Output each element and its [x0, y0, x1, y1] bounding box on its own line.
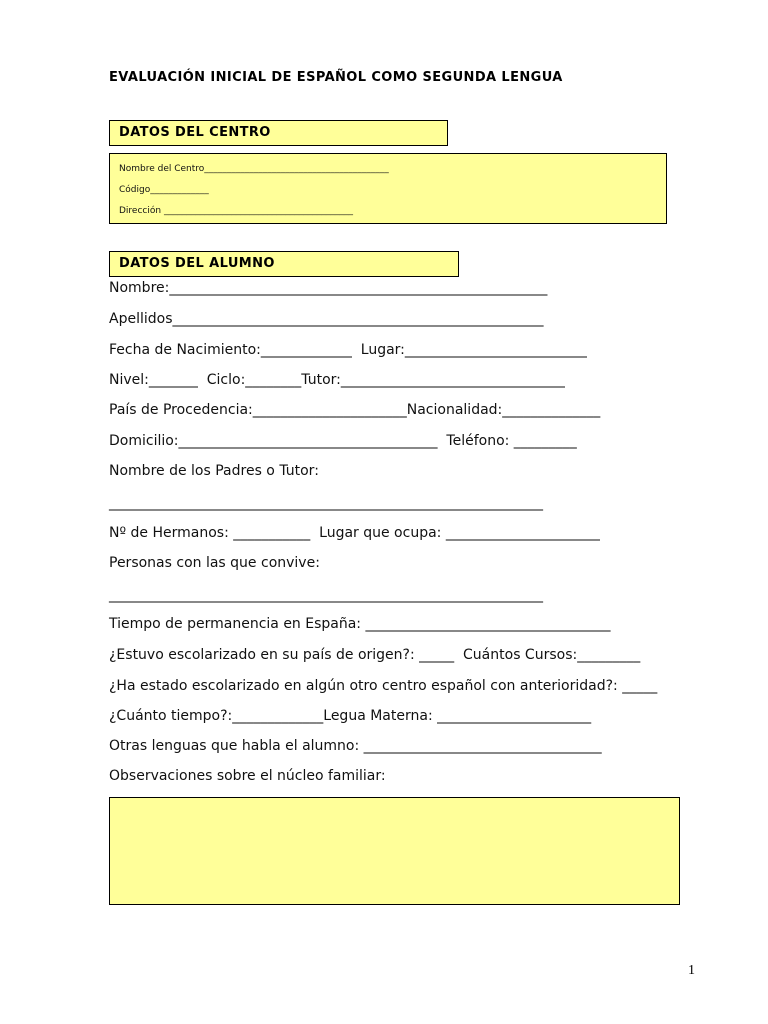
permanencia-field[interactable]: Tiempo de permanencia en España: ___________________________________	[109, 616, 611, 632]
section-header-datos-centro: DATOS DEL CENTRO	[109, 120, 448, 146]
padres-tutor-label: Nombre de los Padres o Tutor:	[109, 463, 319, 479]
escolarizado-origen-field[interactable]: ¿Estuvo escolarizado en su país de origen?: _____ Cuántos Cursos:_________	[109, 647, 641, 663]
datos-centro-box	[109, 153, 667, 224]
hermanos-lugar-field[interactable]: Nº de Hermanos: ___________ Lugar que ocupa: ______________________	[109, 525, 600, 541]
direccion-field[interactable]: Dirección __________________________________________	[119, 206, 353, 216]
section-header-datos-alumno: DATOS DEL ALUMNO	[109, 251, 459, 277]
nombre-field[interactable]: Nombre:______________________________________________________	[109, 280, 548, 296]
codigo-field[interactable]: Código_____________	[119, 185, 209, 195]
nivel-ciclo-tutor-field[interactable]: Nivel:_______ Ciclo:________Tutor:________________________________	[109, 372, 565, 388]
observaciones-label: Observaciones sobre el núcleo familiar:	[109, 768, 386, 784]
nombre-centro-field[interactable]: Nombre del Centro_________________________________________	[119, 164, 389, 174]
escolarizado-espana-field[interactable]: ¿Ha estado escolarizado en algún otro centro español con anterioridad?: _____	[109, 678, 658, 694]
page-number: 1	[688, 963, 695, 978]
pais-nacionalidad-field[interactable]: País de Procedencia:______________________Nacionalidad:______________	[109, 402, 601, 418]
convive-label: Personas con las que convive:	[109, 555, 320, 571]
apellidos-field[interactable]: Apellidos_____________________________________________________	[109, 311, 544, 327]
fecha-lugar-field[interactable]: Fecha de Nacimiento:_____________ Lugar:__________________________	[109, 342, 587, 358]
domicilio-telefono-field[interactable]: Domicilio:_____________________________________ Teléfono: _________	[109, 433, 577, 449]
document-title: EVALUACIÓN INICIAL DE ESPAÑOL COMO SEGUNDA LENGUA	[109, 70, 563, 85]
otras-lenguas-field[interactable]: Otras lenguas que habla el alumno: __________________________________	[109, 738, 602, 754]
convive-line[interactable]: ______________________________________________________________	[109, 587, 543, 603]
tiempo-lengua-field[interactable]: ¿Cuánto tiempo?:_____________Legua Materna: ______________________	[109, 708, 592, 724]
padres-tutor-line[interactable]: ______________________________________________________________	[109, 495, 543, 511]
observaciones-box[interactable]	[109, 797, 680, 905]
